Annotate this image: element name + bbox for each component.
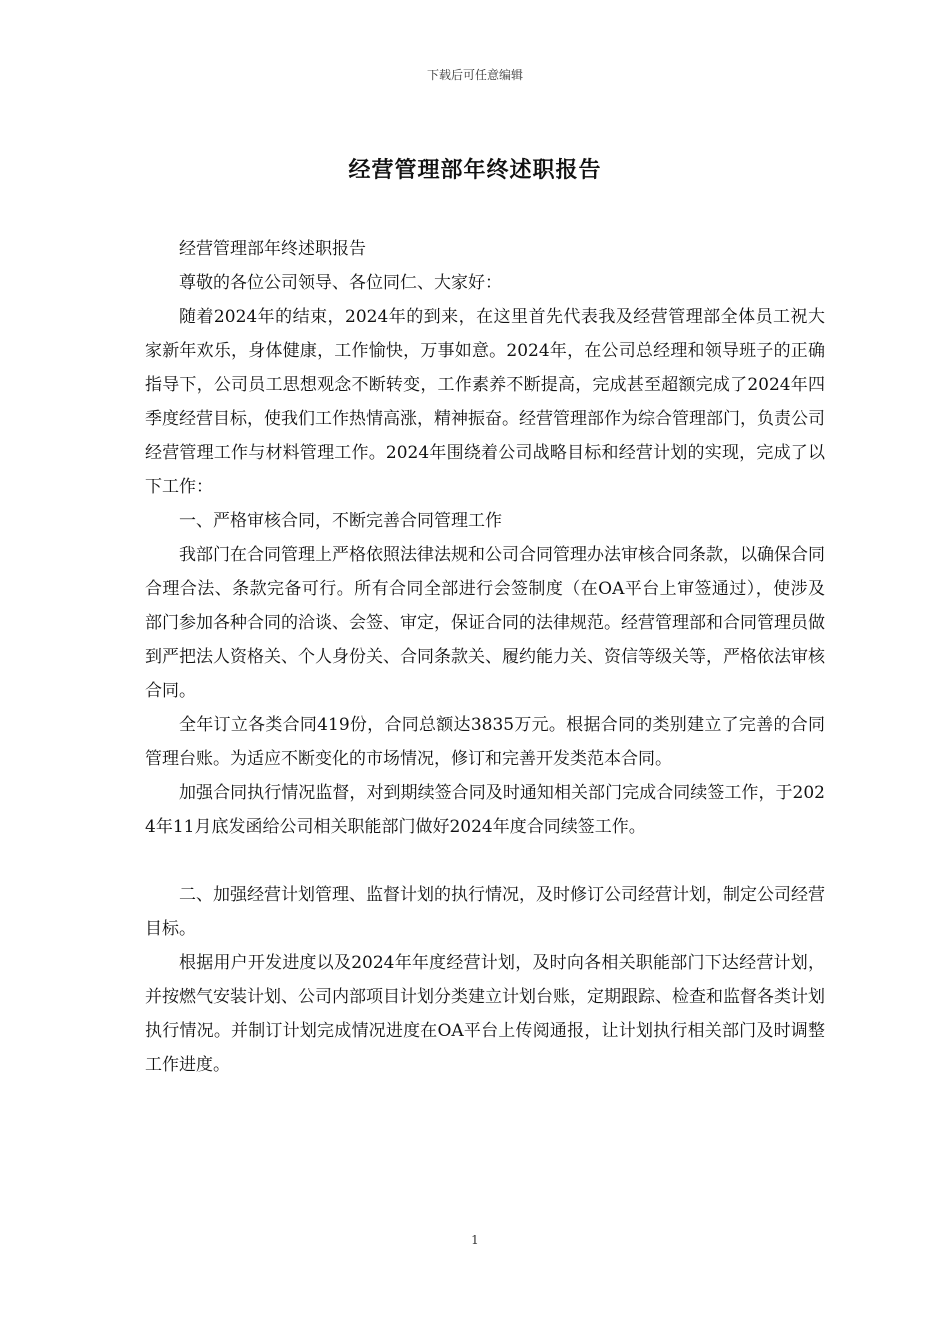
paragraph-intro: 随着2024年的结束，2024年的到来，在这里首先代表我及经营管理部全体员工祝大家新年欢乐，身体健康，工作愉快，万事如意。2024年，在公司总经理和领导班子的正确指导下，公司员工思想观念不断转变，工作素养不断提高，完成甚至超额完成了2024年四季度经营目标，使我们工作热情高涨，精神振奋。经营管理部作为综合管理部门，负责公司经营管理工作与材料管理工作。2024年围绕着公司战略目标和经营计划的实现，完成了以下工作： [145,307,825,497]
document-body [145,232,825,1082]
paragraph-subtitle: 经营管理部年终述职报告 [179,239,366,259]
paragraph-spacer [145,844,825,878]
paragraph-contract-review: 我部门在合同管理上严格依照法律法规和公司合同管理办法审核合同条款，以确保合同合理合法、条款完备可行。所有合同全部进行会签制度（在OA平台上审签通过），使涉及部门参加各种合同的洽谈、会签、审定，保证合同的法律规范。经营管理部和合同管理员做到严把法人资格关、个人身份关、合同条款关、履约能力关、资信等级关等，严格依法审核合同。 [145,545,825,701]
page-header: 下载后可任意编辑 [426,68,523,82]
paragraph-salutation: 尊敬的各位公司领导、各位同仁、大家好： [179,273,502,293]
paragraph-contract-stats: 全年订立各类合同419份，合同总额达3835万元。根据合同的类别建立了完善的合同管理台账。为适应不断变化的市场情况，修订和完善开发类范本合同。 [145,715,825,769]
section-heading-1: 一、严格审核合同，不断完善合同管理工作 [179,511,502,531]
section-heading-2: 二、加强经营计划管理、监督计划的执行情况，及时修订公司经营计划，制定公司经营目标。 [145,885,825,939]
paragraph-plan-management: 根据用户开发进度以及2024年年度经营计划，及时向各相关职能部门下达经营计划，并按燃气安装计划、公司内部项目计划分类建立计划台账，定期跟踪、检查和监督各类计划执行情况。并制订计划完成情况进度在OA平台上传阅通报，让计划执行相关部门及时调整工作进度。 [145,953,825,1075]
paragraph-contract-supervision: 加强合同执行情况监督，对到期续签合同及时通知相关部门完成合同续签工作，于2024年11月底发函给公司相关职能部门做好2024年度合同续签工作。 [145,783,825,837]
page-number: 1 [471,1233,479,1247]
document-title: 经营管理部年终述职报告 [348,158,602,183]
